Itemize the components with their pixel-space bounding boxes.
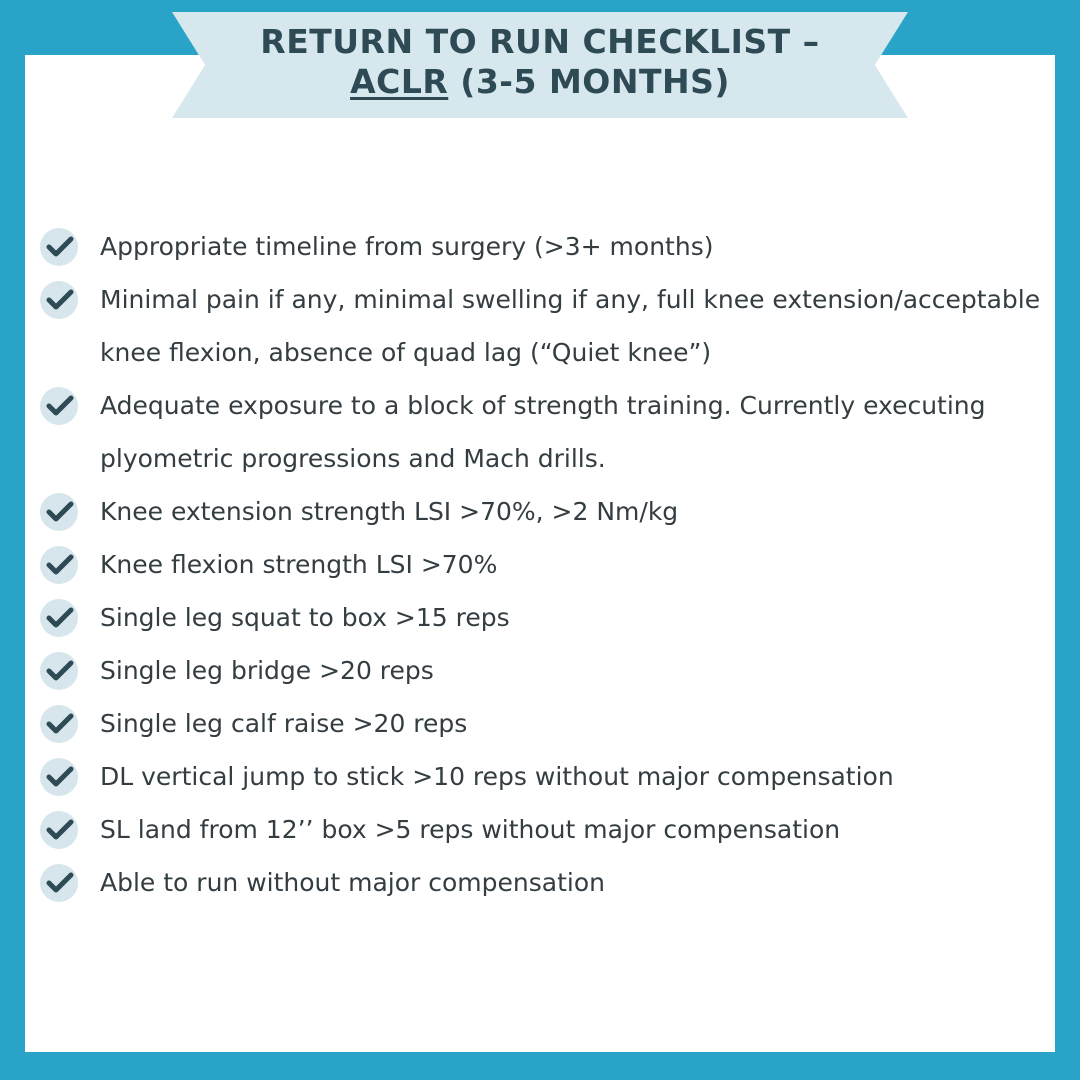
check-icon [40,281,78,319]
list-item [40,697,1040,750]
check-icon [40,387,78,425]
list-item [40,750,1040,803]
item-text: Single leg bridge >20 reps [100,656,434,685]
list-item [40,803,1040,856]
item-text: Knee flexion strength LSI >70% [100,550,498,579]
item-text-continued: knee flexion, absence of quad lag (“Quiet knee”) [100,338,712,367]
check-icon [40,652,78,690]
check-icon [40,864,78,902]
item-text: Appropriate timeline from surgery (>3+ months) [100,232,714,261]
title-aclr: ACLR [350,62,449,101]
list-item [40,220,1040,273]
item-text: SL land from 12’’ box >5 reps without major compensation [100,815,841,844]
item-text: DL vertical jump to stick >10 reps without major compensation [100,762,894,791]
item-text: Knee extension strength LSI >70%, >2 Nm/kg [100,497,679,526]
check-icon [40,705,78,743]
item-text: Adequate exposure to a block of strength training. Currently executing [100,391,986,420]
list-item [40,485,1040,538]
checklist [40,220,1040,909]
item-text: Able to run without major compensation [100,868,605,897]
check-icon [40,546,78,584]
list-item [40,379,1040,485]
check-icon [40,811,78,849]
title-months: (3-5 MONTHS) [448,62,730,101]
list-item [40,273,1040,379]
item-text: Minimal pain if any, minimal swelling if any, full knee extension/acceptable [100,285,1041,314]
list-item [40,856,1040,909]
list-item [40,538,1040,591]
item-text-continued: plyometric progressions and Mach drills. [100,444,606,473]
title-line-1: RETURN TO RUN CHECKLIST – [260,22,820,61]
check-icon [40,493,78,531]
item-text: Single leg squat to box >15 reps [100,603,510,632]
title-line-2 [172,62,908,102]
check-icon [40,758,78,796]
list-item [40,644,1040,697]
page-title [172,22,908,102]
list-item [40,591,1040,644]
item-text: Single leg calf raise >20 reps [100,709,468,738]
check-icon [40,228,78,266]
check-icon [40,599,78,637]
